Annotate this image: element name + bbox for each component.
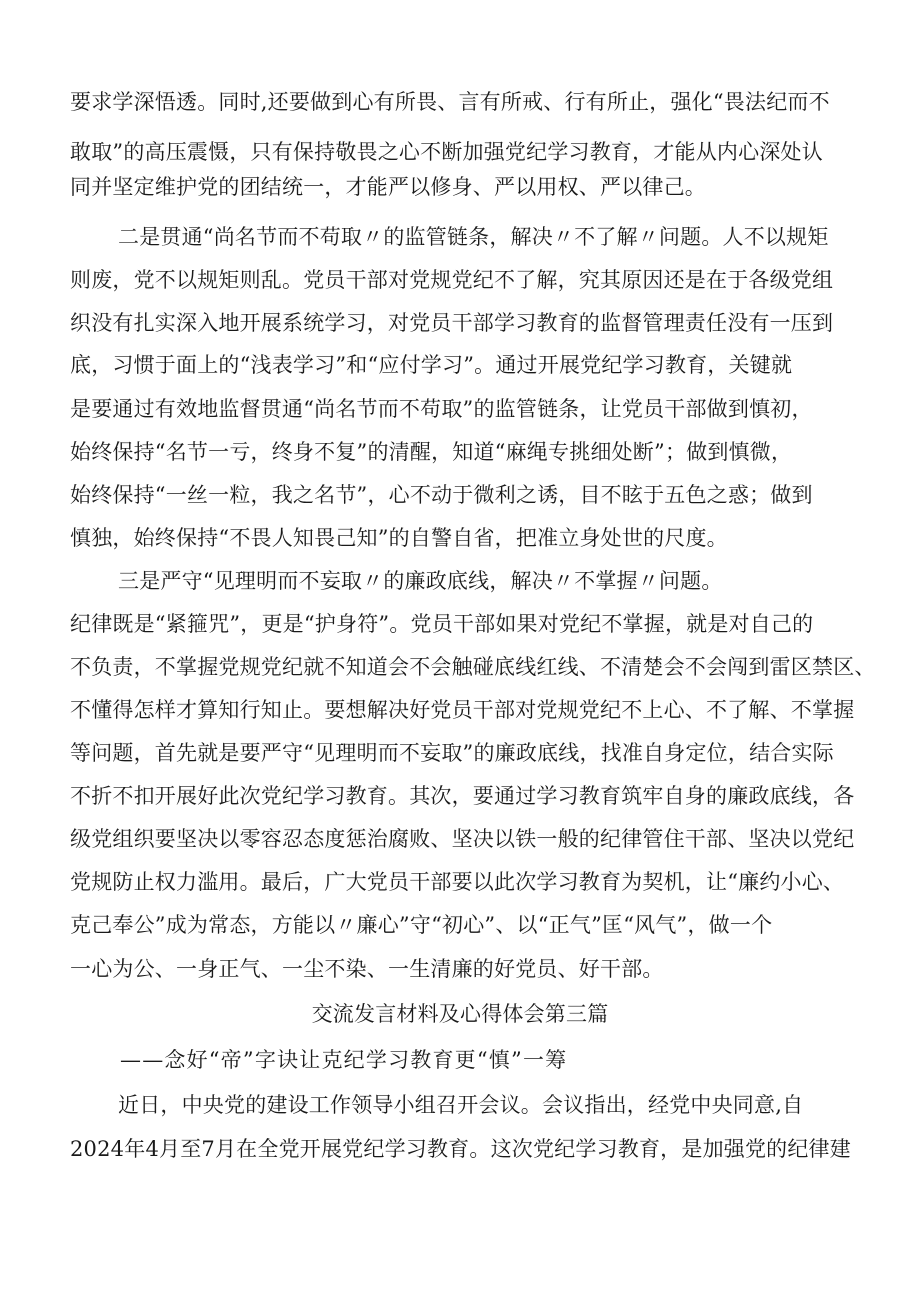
paragraph-line: 近日，中央党的建设工作领导小组召开会议。会议指出，经党中央同意,自 [118,1093,804,1117]
paragraph-line: 三是严守“见理明而不妄取〃的廉政底线，解决〃不掌握〃问题。 [118,569,723,593]
paragraph-line: 慎独，始终保持“不畏人知畏己知”的自警自省，把准立身处世的尺度。 [70,526,728,550]
paragraph-line: 始终保持“一丝一粒，我之名节”，心不动于微利之诱，目不眩于五色之惑；做到 [70,483,813,507]
paragraph-line: 克己奉公”成为常态，方能以〃廉心”守“初心”、以“正气”匡“风气”，做一个 [70,913,773,937]
paragraph-line: 2024年4月至7月在全党开展党纪学习教育。这次党纪学习教育，是加强党的纪律建 [70,1137,851,1161]
paragraph-line: 级党组织要坚决以零容忍态度惩治腐败、坚决以铁一般的纪律管住干部、坚决以党纪 [70,827,855,851]
paragraph-line: 纪律既是“紧箍咒”，更是“护身符”。党员干部如果对党纪不掌握，就是对自己的 [70,612,814,636]
paragraph-line: 等问题，首先就是要严守“见理明而不妄取”的廉政底线，找准自身定位，结合实际 [70,741,834,765]
paragraph-line: 党规防止权力滥用。最后，广大党员干部要以此次学习教育为契机，让“廉约小心、 [70,870,845,894]
paragraph-line: 二是贯通“尚名节而不苟取〃的监管链条，解决〃不了解〃问题。人不以规矩 [118,225,829,249]
paragraph-line: 是要通过有效地监督贯通“尚名节而不苟取”的监管链条，让党员干部做到慎初， [70,397,813,421]
paragraph-line: 不懂得怎样才算知行知止。要想解决好党员干部对党规党纪不上心、不了解、不掌握 [70,698,855,722]
paragraph-line: 织没有扎实深入地开展系统学习，对党员干部学习教育的监督管理责任没有一压到 [70,311,834,335]
paragraph-line: 要求学深悟透。同时,还要做到心有所畏、言有所戒、行有所止，强化“畏法纪而不 [70,90,830,114]
paragraph-line: 一心为公、一身正气、一尘不染、一生清廉的好党员、好干部。 [70,957,664,981]
section-subtitle: ——念好“帝”字诀让克纪学习教育更“慎”一筹 [120,1048,568,1072]
section-title: 交流发言材料及心得体会第三篇 [311,1002,609,1026]
paragraph-line: 底，习惯于面上的“浅表学习”和“应付学习”。通过开展党纪学习教育，关键就 [70,353,793,377]
paragraph-line: 始终保持“名节一亏，终身不复”的清醒，知道“麻绳专挑细处断”；做到慎微， [70,440,793,464]
paragraph-line: 敢取”的高压震慑，只有保持敬畏之心不断加强党纪学习教育，才能从内心深处认 [70,140,823,164]
paragraph-line: 不负责，不掌握党规党纪就不知道会不会触碰底线红线、不清楚会不会闯到雷区禁区、 [70,655,876,679]
paragraph-line: 不折不扣开展好此次党纪学习教育。其次，要通过学习教育筑牢自身的廉政底线，各 [70,784,855,808]
paragraph-line: 同并坚定维护党的团结统一，才能严以修身、严以用权、严以律己。 [70,175,706,199]
paragraph-line: 则废，党不以规矩则乱。党员干部对党规党纪不了解，究其原因还是在于各级党组 [70,268,834,292]
